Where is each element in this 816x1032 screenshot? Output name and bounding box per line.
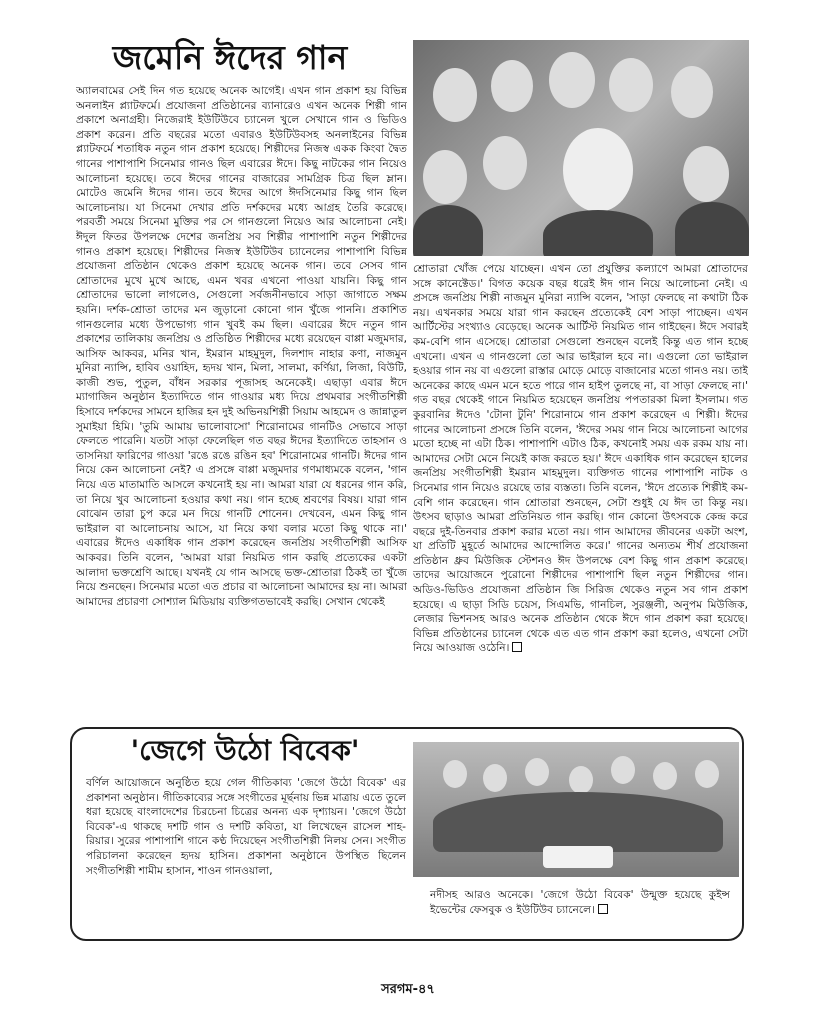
article1-left-column — [76, 84, 407, 720]
page-number: সরগম-৪৭ — [381, 982, 435, 997]
article2-right-text: নদীসহ আরও অনেকে। 'জেগে উঠো বিবেক' উন্মুক্ত হয়েছে কুইন্স ইভেন্টের ফেসবুক ও ইউটিউব চ্যানেলে। — [430, 889, 730, 916]
article1-left-text: অ্যালবামের সেই দিন গত হয়েছে অনেক আগেই। এখন গান প্রকাশ হয় বিভিন্ন অনলাইন প্ল্যাটফর্মে। প্রযোজনা প্রতিষ্ঠানের ব্যানারেও এখন অনেক শিল্পী গান প্রকাশে অনাগ্রহী। নিজেরাই ইউটিউবে চ্যানেল খুলে সেখানে গান ও ভিডিও প্রকাশ করেন। প্রতি বছরের মতো এবারও ইউটিউবসহ অনলাইনের বিভিন্ন প্ল্যাটফর্মে শতাধিক নতুন গান প্রকাশ হয়েছে। শিল্পীদের নিজস্ব একক কিংবা দ্বৈত গানের পাশাপাশি সিনেমার গানও ছিল এবারের ঈদে। কিছু নাটকের গান নিয়েও আলোচনা হয়েছে। তবে ঈদের গানের বাজারের সামগ্রিক চিত্র ছিল ম্লান। মোটেও জমেনি ঈদের গান। তবে ঈদের আগে ঈদসিনেমার কিছু গান ছিল আলোচনায়। যা সিনেমা দেখার প্রতি দর্শকদের মধ্যে আগ্রহ তৈরি করেছে। পরবর্তী সময়ে সিনেমা মুক্তির পর সে গানগুলো নিয়েও আর আলোচনা নেই। ঈদুল ফিতর উপলক্ষে দেশের জনপ্রিয় সব শিল্পীর পাশাপাশি নতুন শিল্পীদের গানও প্রকাশ হয়েছে। শিল্পীদের নিজস্ব ইউটিউব চ্যানেলের পাশাপাশি বিভিন্ন প্রযোজনা প্রতিষ্ঠান থেকেও প্রকাশ হয়েছে অনেক গান। তবে সেসব গান শ্রোতাদের মুখে মুখে আছে, এমন খবর এখনো পাওয়া যায়নি। কিছু গান শ্রোতাদের ভালো লাগলেও, সেগুলো সর্বজনীনভাবে সাড়া জাগাতে সক্ষম হয়নি। দর্শক-শ্রোতা তাদের মন জুড়ানো কোনো গান খুঁজে পাননি। প্রকাশিত গানগুলোর মধ্যে উপভোগ্য গান খুবই কম ছিল। এবারের ঈদে নতুন গান প্রকাশের তালিকায় জনপ্রিয় ও প্রতিষ্ঠিত শিল্পীদের মধ্যে রয়েছেন বাপ্পা মজুমদার, আসিফ আকবর, মনির খান, ইমরান মাহমুদুল, দিলশাদ নাহার কণা, নাজমুন মুনিরা ন্যান্সি, হাবিব ওয়াহিদ, হৃদয় খান, মিলা, সালমা, কর্ণিয়া, লিজা, বিউটি, কাজী শুভ, পুতুল, বাঁধন সরকার পূজাসহ অনেকেই। এছাড়া এবার ঈদে ম্যাগাজিন অনুষ্ঠান ইত্যাদিতে গান গাওয়ার মধ্য দিয়ে প্রথমবার সংগীতশিল্পী হিসাবে দর্শকদের সামনে হাজির হন দুই অভিনয়শিল্পী সিয়াম আহমেদ ও জান্নাতুল সুমাইয়া হিমি। 'তুমি আমায় ভালোবাসো' শিরোনামের গানটিও সেভাবে সাড়া ফেলতে পারেনি। যতটা সাড়া ফেলেছিল গত বছর ঈদের ইত্যাদিতে তাহসান ও তাসনিয়া ফারিণের গাওয়া 'রঙে রঙে রঙিন হব' শিরোনামের গানটি। ঈদের গান নিয়ে কেন আলোচনা নেই? এ প্রসঙ্গে বাপ্পা মজুমদার গণমাধ্যমকে বলেন, 'গান নিয়ে এত মাতামাতি আসলে কখনোই হয় না। আমরা যারা যে ধরনের গান করি, তা নিয়ে খুব আলোচনা হওয়ার কথা নয়। গান হচ্ছে শ্রবণের বিষয়। যারা গান বোঝেন তারা চুপ করে মন দিয়ে গানটি শোনেন। দেখবেন, এমন কিছু গান ভাইরাল বা আলোচনায় আসে, যা নিয়ে কথা বলার মতো কিছু থাকে না।' এবারের ঈদেও একাধিক গান প্রকাশ করেছেন জনপ্রিয় সংগীতশিল্পী আসিফ আকবর। তিনি বলেন, 'আমরা যারা নিয়মিত গান করছি প্রত্যেকের একটা আলাদা ভক্তশ্রেণি আছে। যখনই যে গান আসছে ভক্ত-শ্রোতারা ঠিকই তা খুঁজে নিয়ে শুনছেন। সিনেমার মতো এত প্রচার বা আলোচনা আমাদের হয় না। আমরা আমাদের প্রচারণা সোশ্যাল মিডিয়ায় ব্যক্তিগতভাবেই করছি। সেখান থেকেই — [76, 85, 407, 608]
article2-left-text: বর্ণিল আয়োজনে অনুষ্ঠিত হয়ে গেল গীতিকাব্য 'জেগে উঠো বিবেক' এর প্রকাশনা অনুষ্ঠান। গীতিকাব্যের সঙ্গে সংগীতের মূর্ছনায় ভিন্ন মাত্রায় এতে তুলে ধরা হয়েছে বাংলাদেশের চিরচেনা চিত্রের অনন্য এক দৃশ্যায়ন। 'জেগে উঠো বিবেক'-এ থাকছে দশটি গান ও দশটি কবিতা, যা লিখেছেন রাসেল শাহ-রিয়ার। সুরের পাশাপাশি গানে কণ্ঠ দিয়েছেন সংগীতশিল্পী নিলয় সেন। সংগীত পরিচালনা করেছেন হৃদয় হাসিন। প্রকাশনা অনুষ্ঠানে উপস্থিত ছিলেন সংগীতশিল্পী শামীম হাসান, শাওন গানওয়ালা, — [86, 777, 406, 877]
article1-right-text: শ্রোতারা খোঁজ পেয়ে যাচ্ছেন। এখন তো প্রযুক্তির কল্যাণে আমরা শ্রোতাদের সঙ্গে কানেক্টেড।' বিগত কয়েক বছর ধরেই ঈদ গান নিয়ে আলোচনা নেই। এ প্রসঙ্গে জনপ্রিয় শিল্পী নাজমুন মুনিরা ন্যান্সি বলেন, 'সাড়া ফেলছে না কথাটা ঠিক নয়। এখনকার সময়ে যারা গান করছেন প্রত্যেকেই বেশ সাড়া পাচ্ছেন। এখন আর্টিস্টের সংখ্যাও বেড়েছে। অনেক আর্টিস্ট নিয়মিত গান গাইছেন। ঈদে সবারই কম-বেশি গান এসেছে। শ্রোতারা সেগুলো শুনছেন বলেই কিন্তু এত গান হচ্ছে এখনো। এখন এ গানগুলো তো আর ভাইরাল হবে না। এগুলো তো ভাইরাল হওয়ার গান নয় বা এগুলো রাস্তার মোড়ে মোড়ে বাজানোর মতো গানও নয়। তাই অনেকের কাছে এমন মনে হতে পারে গান হাইপ তুলছে না, বা সাড়া ফেলছে না।' গত বছর থেকেই গানে নিয়মিত হয়েছেন জনপ্রিয় পপতারকা মিলা ইসলাম। গত কুরবানির ঈদেও 'টোনা টুনি' শিরোনামে গান প্রকাশ করেছেন এ শিল্পী। ঈদের গানের আলোচনা প্রসঙ্গে তিনি বলেন, 'ঈদের সময় গান নিয়ে আলোচনা আগের মতো হচ্ছে না এটা ঠিক। পাশাপাশি এটাও ঠিক, কখনোই সময় এক রকম যায় না। আমাদের সেটা মেনে নিয়েই কাজ করতে হয়।' ঈদে একাধিক গান করেছেন হালের জনপ্রিয় সংগীতশিল্পী ইমরান মাহমুদুল। ব্যক্তিগত গানের পাশাপাশি নাটক ও সিনেমার গান নিয়েও রয়েছে তার ব্যস্ততা। তিনি বলেন, 'ঈদে প্রত্যেক শিল্পীই কম-বেশি গান করেছেন। গান শ্রোতারা শুনছেন, সেটা শুধুই যে ঈদ তা কিন্তু নয়। উৎসব ছাড়াও আমরা প্রতিনিয়ত গান করছি। গান কোনো উৎসবকে কেন্দ্র করে বছরে দুই-তিনবার প্রকাশ করার মতো নয়। গান আমাদের জীবনের একটা অংশ, যা প্রতিটি মুহূর্তে আমাদের আন্দোলিত করে।' গানের অন্যতম শীর্ষ প্রযোজনা প্রতিষ্ঠান ধ্রুব মিউজিক স্টেশনও ঈদ উপলক্ষে বেশ কিছু গান প্রকাশ করেছে। তাদের আয়োজনে পুরোনো শিল্পীদের পাশাপাশি ছিল নতুন শিল্পীদের গান। অডিও-ভিডিও প্রযোজনা প্রতিষ্ঠান জি সিরিজ থেকেও নতুন সব গান প্রকাশ হয়েছে। এ ছাড়া সিডি চয়েস, সিএমভি, গানচিল, সুরঞ্জলী, অনুপম মিউজিক, লেজার ভিশনসহ আরও অনেক প্রতিষ্ঠান থেকে ঈদে গান প্রকাশ করা হয়েছে। বিভিন্ন প্রতিষ্ঠানের চ্যানেল থেকে এত এত গান প্রকাশ করা হলেও, এখনো সেটা নিয়ে আওয়াজ ওঠেনি। — [413, 263, 748, 655]
singers-collage-photo — [413, 40, 749, 256]
article1-right-column — [413, 262, 748, 724]
end-mark-icon — [598, 904, 608, 914]
article1-headline: জমেনি ঈদের গান — [112, 38, 348, 77]
article2-headline: 'জেগে উঠো বিবেক' — [130, 734, 360, 767]
launch-event-photo — [413, 742, 739, 877]
end-mark-icon — [512, 642, 522, 652]
article2-right-column — [430, 888, 730, 928]
